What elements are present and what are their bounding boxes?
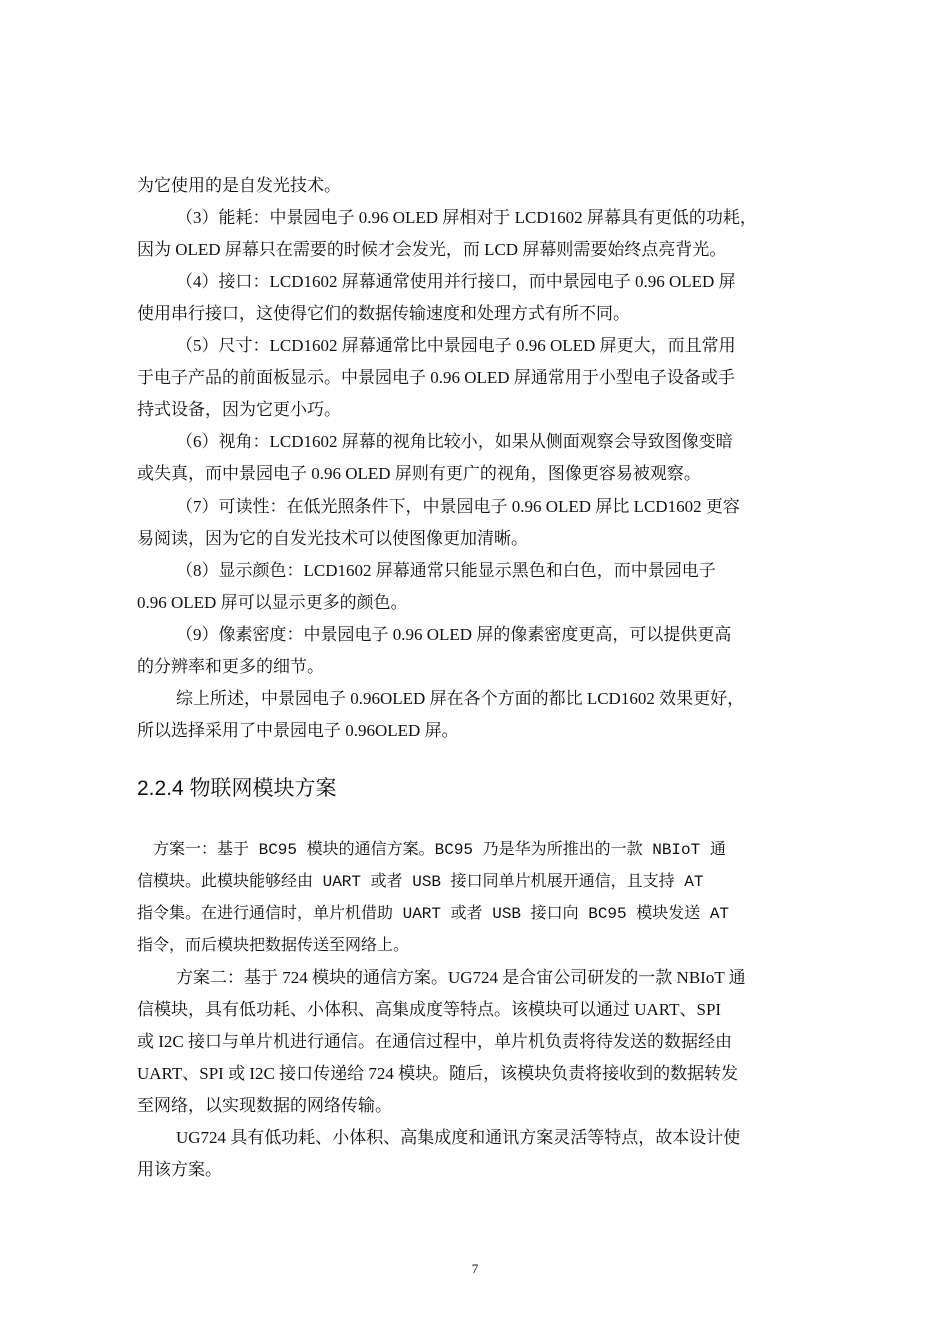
text-line: 或失真，而中景园电子 0.96 OLED 屏则有更广的视角，图像更容易被观察。 bbox=[137, 464, 701, 483]
text-line: 持式设备，因为它更小巧。 bbox=[137, 400, 341, 419]
text-line: 为它使用的是自发光技术。 bbox=[137, 176, 341, 195]
text-line: 于电子产品的前面板显示。中景园电子 0.96 OLED 屏通常用于小型电子设备或手 bbox=[137, 368, 735, 387]
section-heading: 2.2.4 物联网模块方案 bbox=[137, 777, 337, 800]
page-number: 7 bbox=[471, 1261, 479, 1276]
text-line: 信模块。此模块能够经由 UART 或者 USB 接口同单片机展开通信，且支持 AT bbox=[137, 873, 704, 891]
text-line: 易阅读，因为它的自发光技术可以使图像更加清晰。 bbox=[137, 529, 528, 548]
text-line: 信模块，具有低功耗、小体积、高集成度等特点。该模块可以通过 UART、SPI bbox=[137, 1000, 722, 1019]
text-line: 或 I2C 接口与单片机进行通信。在通信过程中，单片机负责将待发送的数据经由 bbox=[137, 1032, 732, 1051]
text-line: 0.96 OLED 屏可以显示更多的颜色。 bbox=[137, 593, 408, 612]
text-line: 指令集。在进行通信时，单片机借助 UART 或者 USB 接口向 BC95 模块发送 AT bbox=[137, 905, 730, 923]
text-line: 指令，而后模块把数据传送至网络上。 bbox=[137, 937, 410, 955]
text-line: 至网络，以实现数据的网络传输。 bbox=[137, 1096, 392, 1115]
text-line: （4）接口：LCD1602 屏幕通常使用并行接口，而中景园电子 0.96 OLED 屏 bbox=[176, 272, 736, 291]
text-line: （8）显示颜色：LCD1602 屏幕通常只能显示黑色和白色，而中景园电子 bbox=[176, 561, 716, 580]
text-line: 方案二：基于 724 模块的通信方案。UG724 是合宙公司研发的一款 NBIoT 通 bbox=[176, 968, 746, 987]
text-line: 使用串行接口，这使得它们的数据传输速度和处理方式有所不同。 bbox=[137, 304, 630, 323]
text-line: 用该方案。 bbox=[137, 1160, 222, 1179]
text-line: （3）能耗：中景园电子 0.96 OLED 屏相对于 LCD1602 屏幕具有更低的功耗， bbox=[176, 208, 757, 227]
text-line: UART、SPI 或 I2C 接口传递给 724 模块。随后，该模块负责将接收到的数据转发 bbox=[137, 1064, 739, 1083]
text-line: （9）像素密度：中景园电子 0.96 OLED 屏的像素密度更高，可以提供更高 bbox=[176, 625, 732, 644]
text-line: UG724 具有低功耗、小体积、高集成度和通讯方案灵活等特点，故本设计使 bbox=[176, 1128, 741, 1147]
text-line: 方案一：基于 BC95 模块的通信方案。BC95 乃是华为所推出的一款 NBIoT 通 bbox=[153, 841, 726, 859]
text-line: （7）可读性：在低光照条件下，中景园电子 0.96 OLED 屏比 LCD1602 更容 bbox=[176, 497, 740, 516]
text-line: （5）尺寸：LCD1602 屏幕通常比中景园电子 0.96 OLED 屏更大，而且常用 bbox=[176, 336, 736, 355]
text-line: 综上所述，中景园电子 0.96OLED 屏在各个方面的都比 LCD1602 效果更好， bbox=[176, 689, 745, 708]
text-line: 的分辨率和更多的细节。 bbox=[137, 657, 324, 676]
text-line: 所以选择采用了中景园电子 0.96OLED 屏。 bbox=[137, 721, 459, 740]
text-line: 因为 OLED 屏幕只在需要的时候才会发光，而 LCD 屏幕则需要始终点亮背光。 bbox=[137, 240, 727, 259]
text-line: （6）视角：LCD1602 屏幕的视角比较小，如果从侧面观察会导致图像变暗 bbox=[176, 432, 733, 451]
